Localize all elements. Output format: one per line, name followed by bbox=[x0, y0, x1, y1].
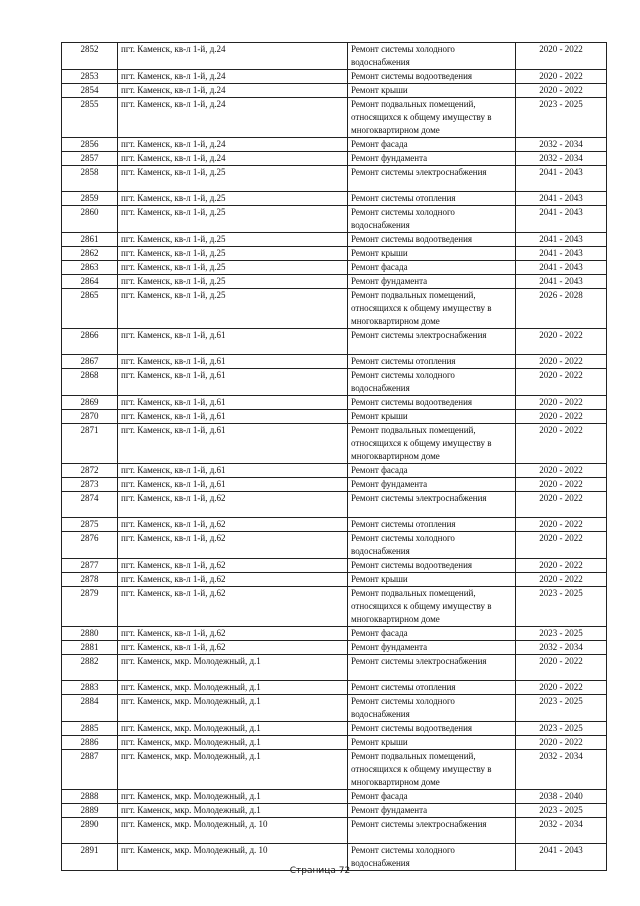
address-cell: пгт. Каменск, кв-л 1-й, д.62 bbox=[118, 518, 348, 532]
page-number: Страница 72 bbox=[289, 866, 351, 876]
row-number: 2866 bbox=[62, 329, 118, 355]
row-number: 2878 bbox=[62, 573, 118, 587]
table-row bbox=[62, 355, 607, 369]
repair-schedule-table bbox=[61, 42, 607, 871]
period-cell: 2041 - 2043 bbox=[516, 247, 607, 261]
address-cell: пгт. Каменск, кв-л 1-й, д.24 bbox=[118, 152, 348, 166]
period-cell: 2023 - 2025 bbox=[516, 627, 607, 641]
table-row bbox=[62, 722, 607, 736]
row-number: 2882 bbox=[62, 655, 118, 681]
row-number: 2860 bbox=[62, 206, 118, 233]
table-row bbox=[62, 695, 607, 722]
period-cell: 2032 - 2034 bbox=[516, 750, 607, 790]
work-type-cell: Ремонт подвальных помещений, относящихся к общему имуществу в многоквартирном доме bbox=[348, 289, 516, 329]
row-number: 2869 bbox=[62, 396, 118, 410]
table-row bbox=[62, 627, 607, 641]
period-cell: 2023 - 2025 bbox=[516, 722, 607, 736]
work-type-cell: Ремонт системы электроснабжения bbox=[348, 166, 516, 192]
row-number: 2868 bbox=[62, 369, 118, 396]
period-cell: 2020 - 2022 bbox=[516, 464, 607, 478]
period-cell: 2020 - 2022 bbox=[516, 573, 607, 587]
table-row bbox=[62, 396, 607, 410]
work-type-cell: Ремонт фундамента bbox=[348, 641, 516, 655]
work-type-cell: Ремонт крыши bbox=[348, 410, 516, 424]
work-type-cell: Ремонт системы холодного водоснабжения bbox=[348, 43, 516, 70]
table-row bbox=[62, 233, 607, 247]
address-cell: пгт. Каменск, кв-л 1-й, д.25 bbox=[118, 206, 348, 233]
address-cell: пгт. Каменск, кв-л 1-й, д.61 bbox=[118, 464, 348, 478]
row-number: 2890 bbox=[62, 818, 118, 844]
row-number: 2880 bbox=[62, 627, 118, 641]
row-number: 2865 bbox=[62, 289, 118, 329]
row-number: 2858 bbox=[62, 166, 118, 192]
table-row bbox=[62, 818, 607, 844]
address-cell: пгт. Каменск, кв-л 1-й, д.24 bbox=[118, 43, 348, 70]
table-row bbox=[62, 464, 607, 478]
address-cell: пгт. Каменск, кв-л 1-й, д.25 bbox=[118, 289, 348, 329]
address-cell: пгт. Каменск, кв-л 1-й, д.24 bbox=[118, 84, 348, 98]
table-row bbox=[62, 736, 607, 750]
work-type-cell: Ремонт подвальных помещений, относящихся к общему имуществу в многоквартирном доме bbox=[348, 424, 516, 464]
work-type-cell: Ремонт подвальных помещений, относящихся к общему имуществу в многоквартирном доме bbox=[348, 587, 516, 627]
row-number: 2874 bbox=[62, 492, 118, 518]
row-number: 2876 bbox=[62, 532, 118, 559]
address-cell: пгт. Каменск, кв-л 1-й, д.25 bbox=[118, 192, 348, 206]
table-row bbox=[62, 206, 607, 233]
work-type-cell: Ремонт системы холодного водоснабжения bbox=[348, 369, 516, 396]
table-row bbox=[62, 518, 607, 532]
address-cell: пгт. Каменск, кв-л 1-й, д.25 bbox=[118, 166, 348, 192]
address-cell: пгт. Каменск, кв-л 1-й, д.62 bbox=[118, 573, 348, 587]
address-cell: пгт. Каменск, мкр. Молодежный, д.1 bbox=[118, 736, 348, 750]
period-cell: 2020 - 2022 bbox=[516, 559, 607, 573]
row-number: 2887 bbox=[62, 750, 118, 790]
address-cell: пгт. Каменск, мкр. Молодежный, д.1 bbox=[118, 655, 348, 681]
address-cell: пгт. Каменск, мкр. Молодежный, д.1 bbox=[118, 695, 348, 722]
work-type-cell: Ремонт крыши bbox=[348, 736, 516, 750]
work-type-cell: Ремонт системы холодного водоснабжения bbox=[348, 206, 516, 233]
address-cell: пгт. Каменск, кв-л 1-й, д.61 bbox=[118, 410, 348, 424]
period-cell: 2020 - 2022 bbox=[516, 84, 607, 98]
table-row bbox=[62, 289, 607, 329]
address-cell: пгт. Каменск, кв-л 1-й, д.24 bbox=[118, 98, 348, 138]
period-cell: 2020 - 2022 bbox=[516, 410, 607, 424]
work-type-cell: Ремонт фундамента bbox=[348, 478, 516, 492]
table-row bbox=[62, 410, 607, 424]
row-number: 2872 bbox=[62, 464, 118, 478]
table-row bbox=[62, 261, 607, 275]
row-number: 2877 bbox=[62, 559, 118, 573]
period-cell: 2041 - 2043 bbox=[516, 275, 607, 289]
period-cell: 2023 - 2025 bbox=[516, 98, 607, 138]
row-number: 2885 bbox=[62, 722, 118, 736]
address-cell: пгт. Каменск, кв-л 1-й, д.61 bbox=[118, 355, 348, 369]
period-cell: 2041 - 2043 bbox=[516, 166, 607, 192]
work-type-cell: Ремонт фундамента bbox=[348, 152, 516, 166]
period-cell: 2023 - 2025 bbox=[516, 587, 607, 627]
address-cell: пгт. Каменск, мкр. Молодежный, д.1 bbox=[118, 804, 348, 818]
period-cell: 2020 - 2022 bbox=[516, 424, 607, 464]
work-type-cell: Ремонт крыши bbox=[348, 84, 516, 98]
work-type-cell: Ремонт системы электроснабжения bbox=[348, 329, 516, 355]
work-type-cell: Ремонт крыши bbox=[348, 247, 516, 261]
address-cell: пгт. Каменск, кв-л 1-й, д.62 bbox=[118, 532, 348, 559]
period-cell: 2020 - 2022 bbox=[516, 492, 607, 518]
table-row bbox=[62, 138, 607, 152]
period-cell: 2032 - 2034 bbox=[516, 138, 607, 152]
address-cell: пгт. Каменск, мкр. Молодежный, д.1 bbox=[118, 750, 348, 790]
work-type-cell: Ремонт системы отопления bbox=[348, 192, 516, 206]
table-row bbox=[62, 750, 607, 790]
work-type-cell: Ремонт системы водоотведения bbox=[348, 396, 516, 410]
work-type-cell: Ремонт фасада bbox=[348, 627, 516, 641]
work-type-cell: Ремонт системы электроснабжения bbox=[348, 818, 516, 844]
table-row bbox=[62, 492, 607, 518]
period-cell: 2020 - 2022 bbox=[516, 369, 607, 396]
row-number: 2884 bbox=[62, 695, 118, 722]
work-type-cell: Ремонт системы водоотведения bbox=[348, 70, 516, 84]
address-cell: пгт. Каменск, кв-л 1-й, д.61 bbox=[118, 369, 348, 396]
period-cell: 2026 - 2028 bbox=[516, 289, 607, 329]
work-type-cell: Ремонт фасада bbox=[348, 790, 516, 804]
row-number: 2888 bbox=[62, 790, 118, 804]
table-row bbox=[62, 804, 607, 818]
table-row bbox=[62, 192, 607, 206]
work-type-cell: Ремонт фасада bbox=[348, 464, 516, 478]
row-number: 2875 bbox=[62, 518, 118, 532]
address-cell: пгт. Каменск, кв-л 1-й, д.62 bbox=[118, 492, 348, 518]
period-cell: 2032 - 2034 bbox=[516, 641, 607, 655]
table-row bbox=[62, 478, 607, 492]
row-number: 2855 bbox=[62, 98, 118, 138]
period-cell: 2020 - 2022 bbox=[516, 396, 607, 410]
period-cell: 2020 - 2022 bbox=[516, 355, 607, 369]
work-type-cell: Ремонт подвальных помещений, относящихся к общему имуществу в многоквартирном доме bbox=[348, 98, 516, 138]
address-cell: пгт. Каменск, мкр. Молодежный, д.1 bbox=[118, 681, 348, 695]
address-cell: пгт. Каменск, мкр. Молодежный, д.1 bbox=[118, 790, 348, 804]
work-type-cell: Ремонт системы электроснабжения bbox=[348, 655, 516, 681]
table-row bbox=[62, 152, 607, 166]
work-type-cell: Ремонт фундамента bbox=[348, 275, 516, 289]
work-type-cell: Ремонт подвальных помещений, относящихся к общему имуществу в многоквартирном доме bbox=[348, 750, 516, 790]
work-type-cell: Ремонт фундамента bbox=[348, 804, 516, 818]
work-type-cell: Ремонт крыши bbox=[348, 573, 516, 587]
period-cell: 2020 - 2022 bbox=[516, 518, 607, 532]
period-cell: 2032 - 2034 bbox=[516, 818, 607, 844]
row-number: 2883 bbox=[62, 681, 118, 695]
table-row bbox=[62, 247, 607, 261]
work-type-cell: Ремонт фасада bbox=[348, 261, 516, 275]
address-cell: пгт. Каменск, кв-л 1-й, д.25 bbox=[118, 247, 348, 261]
address-cell: пгт. Каменск, кв-л 1-й, д.61 bbox=[118, 478, 348, 492]
row-number: 2881 bbox=[62, 641, 118, 655]
table-row bbox=[62, 84, 607, 98]
row-number: 2870 bbox=[62, 410, 118, 424]
period-cell: 2020 - 2022 bbox=[516, 681, 607, 695]
work-type-cell: Ремонт системы отопления bbox=[348, 681, 516, 695]
period-cell: 2020 - 2022 bbox=[516, 532, 607, 559]
address-cell: пгт. Каменск, кв-л 1-й, д.24 bbox=[118, 138, 348, 152]
period-cell: 2038 - 2040 bbox=[516, 790, 607, 804]
table-body bbox=[62, 43, 607, 871]
table-row bbox=[62, 641, 607, 655]
table-row bbox=[62, 655, 607, 681]
row-number: 2854 bbox=[62, 84, 118, 98]
row-number: 2859 bbox=[62, 192, 118, 206]
table-row bbox=[62, 98, 607, 138]
period-cell: 2020 - 2022 bbox=[516, 736, 607, 750]
table-row bbox=[62, 275, 607, 289]
address-cell: пгт. Каменск, кв-л 1-й, д.25 bbox=[118, 261, 348, 275]
row-number: 2889 bbox=[62, 804, 118, 818]
table-row bbox=[62, 329, 607, 355]
address-cell: пгт. Каменск, кв-л 1-й, д.25 bbox=[118, 275, 348, 289]
row-number: 2861 bbox=[62, 233, 118, 247]
table-row bbox=[62, 424, 607, 464]
address-cell: пгт. Каменск, кв-л 1-й, д.62 bbox=[118, 641, 348, 655]
row-number: 2886 bbox=[62, 736, 118, 750]
table-row bbox=[62, 681, 607, 695]
period-cell: 2023 - 2025 bbox=[516, 804, 607, 818]
period-cell: 2041 - 2043 bbox=[516, 261, 607, 275]
period-cell: 2041 - 2043 bbox=[516, 233, 607, 247]
row-number: 2873 bbox=[62, 478, 118, 492]
row-number: 2867 bbox=[62, 355, 118, 369]
table-row bbox=[62, 790, 607, 804]
table-row bbox=[62, 559, 607, 573]
table-row bbox=[62, 532, 607, 559]
period-cell: 2020 - 2022 bbox=[516, 478, 607, 492]
work-type-cell: Ремонт системы отопления bbox=[348, 518, 516, 532]
work-type-cell: Ремонт системы холодного водоснабжения bbox=[348, 532, 516, 559]
row-number: 2857 bbox=[62, 152, 118, 166]
work-type-cell: Ремонт системы водоотведения bbox=[348, 559, 516, 573]
address-cell: пгт. Каменск, кв-л 1-й, д.61 bbox=[118, 424, 348, 464]
table-row bbox=[62, 70, 607, 84]
row-number: 2863 bbox=[62, 261, 118, 275]
address-cell: пгт. Каменск, мкр. Молодежный, д. 10 bbox=[118, 818, 348, 844]
period-cell: 2020 - 2022 bbox=[516, 70, 607, 84]
period-cell: 2041 - 2043 bbox=[516, 844, 607, 871]
address-cell: пгт. Каменск, кв-л 1-й, д.62 bbox=[118, 559, 348, 573]
work-type-cell: Ремонт системы водоотведения bbox=[348, 722, 516, 736]
work-type-cell: Ремонт системы водоотведения bbox=[348, 233, 516, 247]
work-type-cell: Ремонт фасада bbox=[348, 138, 516, 152]
period-cell: 2023 - 2025 bbox=[516, 695, 607, 722]
period-cell: 2020 - 2022 bbox=[516, 43, 607, 70]
table-row bbox=[62, 369, 607, 396]
row-number: 2879 bbox=[62, 587, 118, 627]
row-number: 2891 bbox=[62, 844, 118, 871]
period-cell: 2041 - 2043 bbox=[516, 206, 607, 233]
work-type-cell: Ремонт системы электроснабжения bbox=[348, 492, 516, 518]
period-cell: 2041 - 2043 bbox=[516, 192, 607, 206]
work-type-cell: Ремонт системы холодного водоснабжения bbox=[348, 844, 516, 871]
table-row bbox=[62, 166, 607, 192]
period-cell: 2032 - 2034 bbox=[516, 152, 607, 166]
row-number: 2871 bbox=[62, 424, 118, 464]
table-row bbox=[62, 43, 607, 70]
address-cell: пгт. Каменск, мкр. Молодежный, д.1 bbox=[118, 722, 348, 736]
address-cell: пгт. Каменск, кв-л 1-й, д.24 bbox=[118, 70, 348, 84]
period-cell: 2020 - 2022 bbox=[516, 655, 607, 681]
row-number: 2853 bbox=[62, 70, 118, 84]
address-cell: пгт. Каменск, кв-л 1-й, д.25 bbox=[118, 233, 348, 247]
address-cell: пгт. Каменск, кв-л 1-й, д.61 bbox=[118, 396, 348, 410]
row-number: 2852 bbox=[62, 43, 118, 70]
row-number: 2862 bbox=[62, 247, 118, 261]
row-number: 2864 bbox=[62, 275, 118, 289]
address-cell: пгт. Каменск, кв-л 1-й, д.62 bbox=[118, 587, 348, 627]
work-type-cell: Ремонт системы отопления bbox=[348, 355, 516, 369]
work-type-cell: Ремонт системы холодного водоснабжения bbox=[348, 695, 516, 722]
address-cell: пгт. Каменск, кв-л 1-й, д.61 bbox=[118, 329, 348, 355]
period-cell: 2020 - 2022 bbox=[516, 329, 607, 355]
address-cell: пгт. Каменск, мкр. Молодежный, д. 10 bbox=[118, 844, 348, 871]
address-cell: пгт. Каменск, кв-л 1-й, д.62 bbox=[118, 627, 348, 641]
table-row bbox=[62, 573, 607, 587]
table-row bbox=[62, 587, 607, 627]
row-number: 2856 bbox=[62, 138, 118, 152]
